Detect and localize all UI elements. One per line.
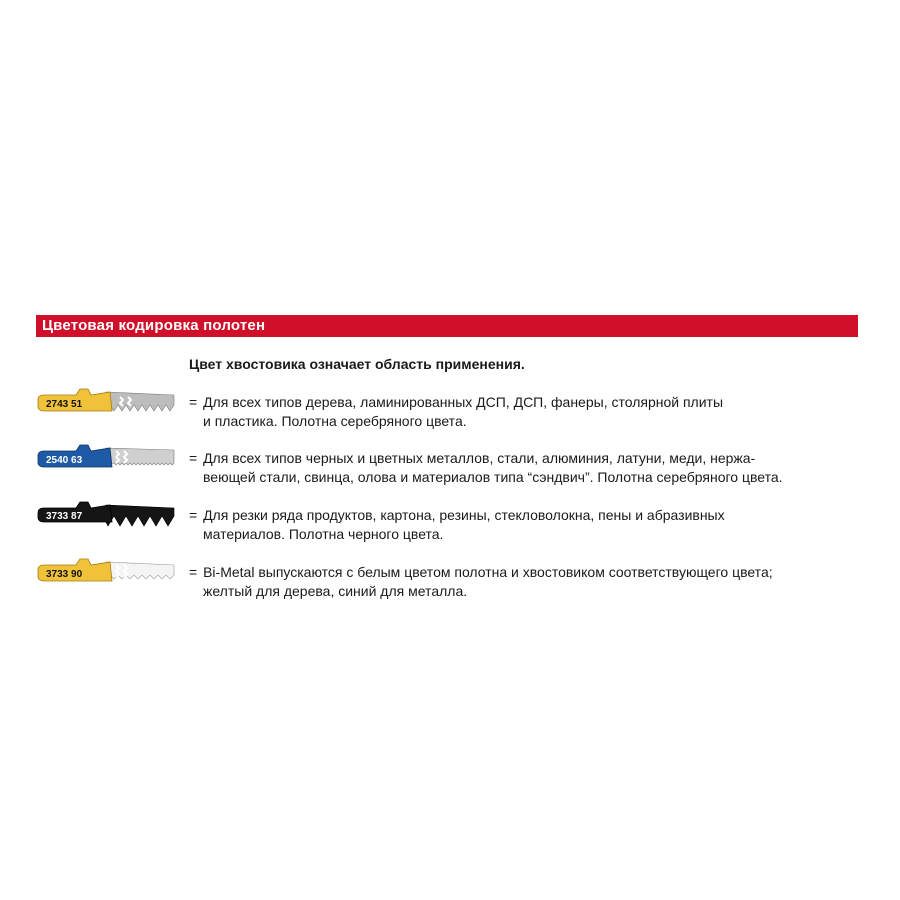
jigsaw-blade-icon [36,443,176,473]
blade-image-4 [36,557,176,587]
equals-sign: = [189,507,198,523]
blade-code: 3733 90 [46,569,83,580]
equals-sign: = [189,450,198,466]
description-line-1: Для всех типов дерева, ламинированных ДСП, ДСП, фанеры, столярной плиты [203,394,724,410]
blade-image-2 [36,443,176,473]
blade-description-1 [189,393,869,431]
description-line-2: материалов. Полотна черного цвета. [203,526,444,542]
blade-code: 3733 87 [46,511,83,522]
blade-description-2 [189,449,869,487]
description-line-1: Bi-Metal выпускаются с белым цветом полотна и хвостовиком соответствующего цвета; [203,564,773,580]
blade-code: 2540 63 [46,455,83,466]
equals-sign: = [189,394,198,410]
equals-sign: = [189,564,198,580]
blade-image-3 [36,500,176,530]
jigsaw-blade-icon [36,557,176,587]
description-line-1: Для резки ряда продуктов, картона, резины, стекловолокна, пены и абразивных [203,507,725,523]
description-line-2: и пластика. Полотна серебряного цвета. [203,413,467,429]
subtitle: Цвет хвостовика означает область применения. [189,356,525,372]
description-line-2: желтый для дерева, синий для металла. [203,583,468,599]
blade-code: 2743 51 [46,399,83,410]
jigsaw-blade-icon [36,500,176,534]
description-line-2: веющей стали, свинца, олова и материалов типа “сэндвич”. Полотна серебряного цвета. [203,469,783,485]
section-title: Цветовая кодировка полотен [42,317,266,334]
jigsaw-blade-icon [36,387,176,417]
blade-image-1 [36,387,176,417]
section-header [36,315,858,337]
blade-description-4 [189,563,869,601]
blade-description-3 [189,506,869,544]
description-line-1: Для всех типов черных и цветных металлов, стали, алюминия, латуни, меди, нержа- [203,450,756,466]
